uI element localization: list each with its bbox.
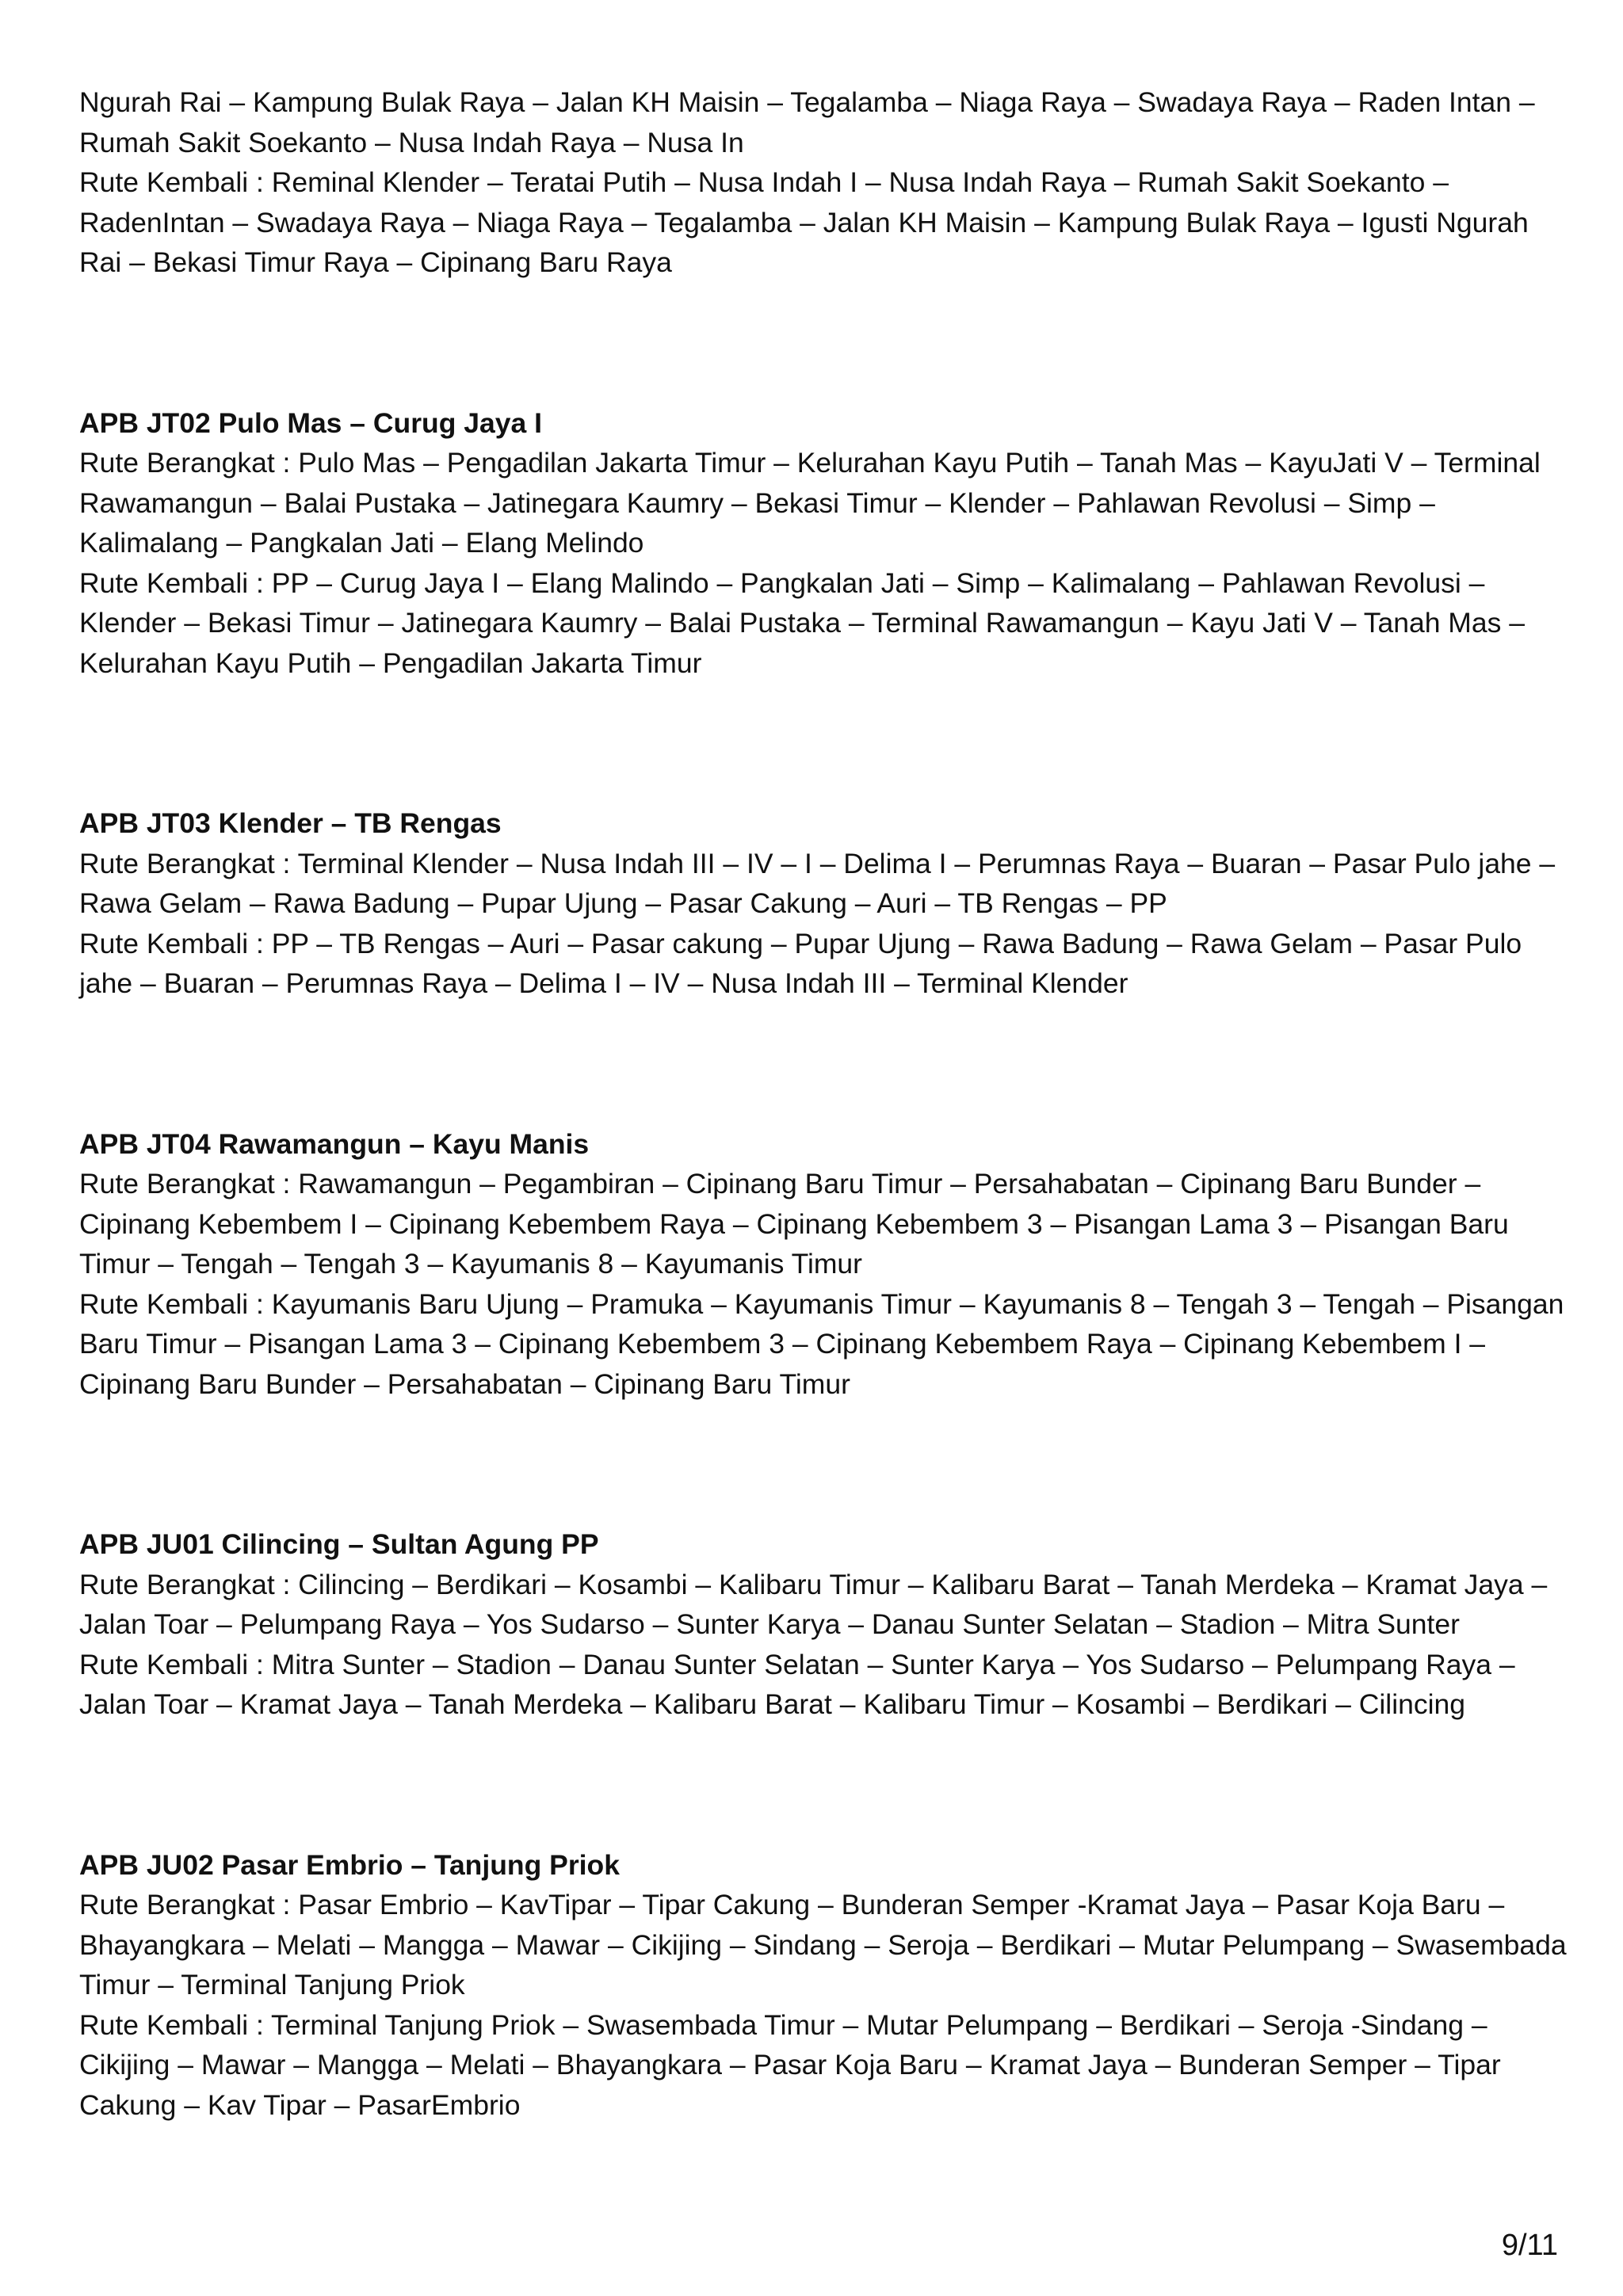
route-title: APB JT04 Rawamangun – Kayu Manis xyxy=(79,1127,590,1160)
route-section-jt04 xyxy=(79,1124,1569,1405)
route-title: APB JT03 Klender – TB Rengas xyxy=(79,807,502,839)
route-title: APB JT02 Pulo Mas – Curug Jaya I xyxy=(79,406,542,439)
intro-return-route: Rute Kembali : Reminal Klender – Teratai Putih – Nusa Indah I – Nusa Indah Raya – Rumah Sakit Soekanto – RadenIntan – Swadaya Raya – Niaga Raya – Tegalamba – Jalan KH Maisin – Kampung Bulak Raya – Igusti Ngurah Rai – Bekasi Timur Raya – Cipinang Baru Raya xyxy=(79,166,1529,278)
route-return: Rute Kembali : PP – Curug Jaya I – Elang Malindo – Pangkalan Jati – Simp – Kalimalang – Pahlawan Revolusi – Klender – Bekasi Timur – Jatinegara Kaumry – Balai Pustaka – Terminal Rawamangun – Kayu Jati V – Tanah Mas – Kelurahan Kayu Putih – Pengadilan Jakarta Timur xyxy=(79,566,1525,679)
route-return: Rute Kembali : Terminal Tanjung Priok – Swasembada Timur – Mutar Pelumpang – Berdikari – Seroja -Sindang – Cikijing – Mawar – Mangga – Melati – Bhayangkara – Pasar Koja Baru – Kramat Jaya – Bunderan Semper – Tipar Cakung – Kav Tipar – PasarEmbrio xyxy=(79,2008,1501,2121)
route-return: Rute Kembali : Kayumanis Baru Ujung – Pramuka – Kayumanis Timur – Kayumanis 8 – Tengah 3 – Tengah – Pisangan Baru Timur – Pisangan Lama 3 – Cipinang Kebembem 3 – Cipinang Kebembem Raya – Cipinang Kebembem I – Cipinang Baru Bunder – Persahabatan – Cipinang Baru Timur xyxy=(79,1287,1564,1400)
route-title: APB JU01 Cilincing – Sultan Agung PP xyxy=(79,1528,599,1560)
route-return: Rute Kembali : PP – TB Rengas – Auri – Pasar cakung – Pupar Ujung – Rawa Badung – Rawa Gelam – Pasar Pulo jahe – Buaran – Perumnas Raya – Delima I – IV – Nusa Indah III – Terminal Klender xyxy=(79,927,1522,999)
route-departure: Rute Berangkat : Cilincing – Berdikari – Kosambi – Kalibaru Timur – Kalibaru Barat – Tanah Merdeka – Kramat Jaya – Jalan Toar – Pelumpang Raya – Yos Sudarso – Sunter Karya – Danau Sunter Selatan – Stadion – Mitra Sunter xyxy=(79,1568,1548,1640)
route-departure: Rute Berangkat : Pasar Embrio – KavTipar – Tipar Cakung – Bunderan Semper -Kramat Jaya – Pasar Koja Baru – Bhayangkara – Melati – Mangga – Mawar – Cikijing – Sindang – Seroja – Berdikari – Mutar Pelumpang – Swasembada Timur – Terminal Tanjung Priok xyxy=(79,1889,1567,2000)
route-departure: Rute Berangkat : Rawamangun – Pegambiran – Cipinang Baru Timur – Persahabatan – Cipinang Baru Bunder – Cipinang Kebembem I – Cipinang Kebembem Raya – Cipinang Kebembem 3 – Pisangan Lama 3 – Pisangan Baru Timur – Tengah – Tengah 3 – Kayumanis 8 – Kayumanis Timur xyxy=(79,1168,1509,1280)
route-section-jt03 xyxy=(79,803,1569,1004)
intro-continued-route: Ngurah Rai – Kampung Bulak Raya – Jalan KH Maisin – Tegalamba – Niaga Raya – Swadaya Raya – Raden Intan – Rumah Sakit Soekanto – Nusa Indah Raya – Nusa In xyxy=(79,86,1535,158)
document-body xyxy=(79,82,1569,2125)
route-section-jt02 xyxy=(79,403,1569,684)
route-section-ju01 xyxy=(79,1524,1569,1725)
intro-block xyxy=(79,82,1569,283)
route-section-ju02 xyxy=(79,1845,1569,2126)
route-return: Rute Kembali : Mitra Sunter – Stadion – Danau Sunter Selatan – Sunter Karya – Yos Sudarso – Pelumpang Raya – Jalan Toar – Kramat Jaya – Tanah Merdeka – Kalibaru Barat – Kalibaru Timur – Kosambi – Berdikari – Cilincing xyxy=(79,1648,1515,1720)
route-title: APB JU02 Pasar Embrio – Tanjung Priok xyxy=(79,1848,620,1881)
page-number: 9/11 xyxy=(1501,2229,1558,2262)
route-departure: Rute Berangkat : Pulo Mas – Pengadilan Jakarta Timur – Kelurahan Kayu Putih – Tanah Mas – KayuJati V – Terminal Rawamangun – Balai Pustaka – Jatinegara Kaumry – Bekasi Timur – Klender – Pahlawan Revolusi – Simp – Kalimalang – Pangkalan Jati – Elang Melindo xyxy=(79,447,1541,559)
route-departure: Rute Berangkat : Terminal Klender – Nusa Indah III – IV – I – Delima I – Perumnas Raya – Buaran – Pasar Pulo jahe – Rawa Gelam – Rawa Badung – Pupar Ujung – Pasar Cakung – Auri – TB Rengas – PP xyxy=(79,847,1556,919)
